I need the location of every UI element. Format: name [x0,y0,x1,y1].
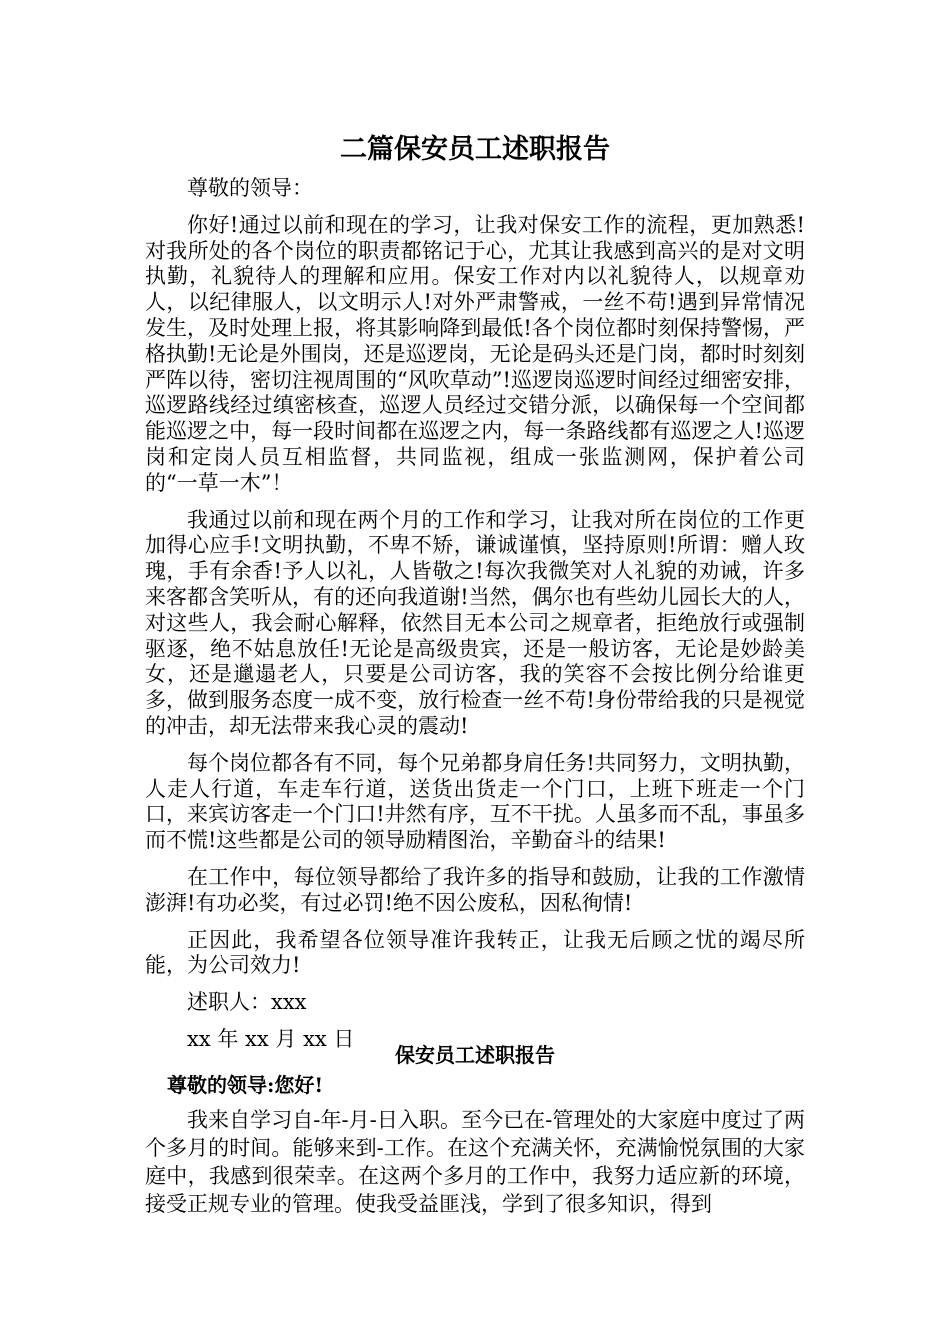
second-report-title: 保安员工述职报告 [395,1043,555,1067]
signature: 述职人：xxx [187,990,307,1015]
salutation: 尊敬的领导： [187,176,313,200]
paragraph-2: 我通过以前和现在两个月的工作和学习，让我对所在岗位的工作更加得心应手!文明执勤，不卑不矫，谦诚谨慎，坚持原则!所谓：赠人玫瑰，手有余香!予人以礼，人皆敬之!每次我微笑对人礼貌的劝诫，许多来客都含笑听从，有的还向我道谢!当然，偶尔也有些幼儿园长大的人，对这些人，我会耐心解释，依然目无本公司之规章者，拒绝放行或强制驱逐，绝不姑息放任!无论是高级贵宾，还是一般访客，无论是妙龄美女，还是邋遢老人，只要是公司访客，我的笑容不会按比例分给谁更多，做到服务态度一成不变，放行检查一丝不苟!身份带给我的只是视觉的冲击，却无法带来我心灵的震动! [145,507,805,738]
document-title: 二篇保安员工述职报告 [340,134,610,165]
paragraph-1: 你好!通过以前和现在的学习，让我对保安工作的流程，更加熟悉!对我所处的各个岗位的职责都铭记于心，尤其让我感到高兴的是对文明执勤，礼貌待人的理解和应用。保安工作对内以礼貌待人，以规章劝人，以纪律服人，以文明示人!对外严肃警戒，一丝不苟!遇到异常情况发生，及时处理上报，将其影响降到最低!各个岗位都时刻保持警惕，严格执勤!无论是外围岗，还是巡逻岗，无论是码头还是门岗，都时时刻刻严阵以待，密切注视周围的“风吹草动”!巡逻岗巡逻时间经过细密安排，巡逻路线经过缜密核查，巡逻人员经过交错分派，以确保每一个空间都能巡逻之中，每一段时间都在巡逻之内，每一条路线都有巡逻之人!巡逻岗和定岗人员互相监督，共同监视，组成一张监测网，保护着公司的“一草一木”！ [145,212,805,495]
paragraph-3: 每个岗位都各有不同，每个兄弟都身肩任务!共同努力，文明执勤，人走人行道，车走车行道，送货出货走一个门口，上班下班走一个门口，来宾访客走一个门口!井然有序，互不干扰。人虽多而不乱，事虽多而不慌!这些都是公司的领导励精图治，辛勤奋斗的结果! [145,750,805,853]
second-report-paragraph: 我来自学习自-年-月-日入职。至今已在-管理处的大家庭中度过了两个多月的时间。能够来到-工作。在这个充满关怀，充满愉悦氛围的大家庭中，我感到很荣幸。在这两个多月的工作中，我努力适应新的环境，接受正规专业的管理。使我受益匪浅，学到了很多知识，得到 [145,1108,805,1216]
report-body [145,128,805,1064]
date: xx 年 xx 月 xx 日 [187,1026,355,1051]
second-report [145,1040,805,1218]
second-report-greeting: 尊敬的领导:您好! [167,1073,324,1097]
paragraph-5: 正因此，我希望各位领导准许我转正，让我无后顾之忧的竭尽所能，为公司效力! [145,927,805,978]
paragraph-4: 在工作中，每位领导都给了我许多的指导和鼓励，让我的工作激情澎湃!有功必奖，有过必罚!绝不因公废私，因私徇情! [145,864,805,915]
